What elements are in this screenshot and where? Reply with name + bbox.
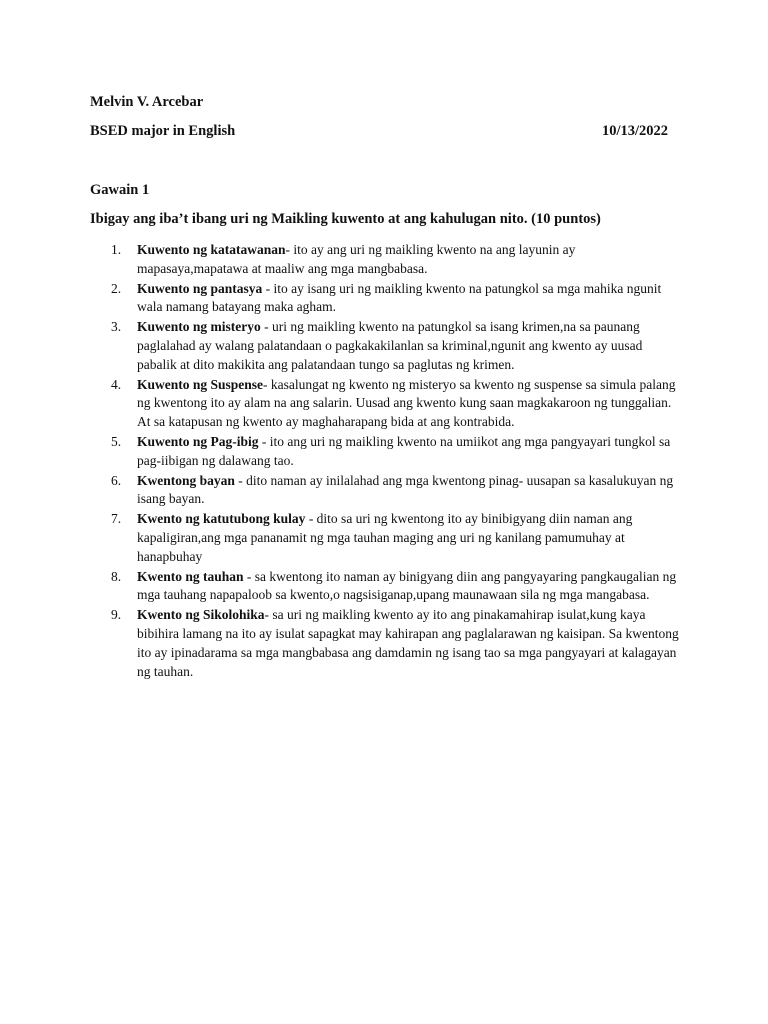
- course-label: BSED major in English: [90, 123, 236, 139]
- item-number: 2.: [111, 280, 122, 296]
- date-label: 10/13/2022: [601, 123, 668, 139]
- list-item: [90, 606, 680, 681]
- item-term: Kwento ng Sikolohika: [137, 607, 265, 623]
- list-item: [90, 472, 680, 510]
- item-number: 8.: [111, 568, 122, 584]
- item-definition: - dito sa uri ng kwentong ito ay binibigyang diin naman ang kapaligiran,ang mga pananamit ng mga tauhan maging ang uri ng kanilang pamumuhay at hanapbuhay: [137, 511, 633, 564]
- item-definition: - ito ay isang uri ng maikling kwento na patungkol sa mga mahika ngunit wala namang batayang maka agham.: [137, 280, 662, 315]
- item-definition: - uri ng maikling kwento na patungkol sa isang krimen,na sa paunang paglalahad ay walang palatandaan o pagkakakilanlan sa kriminal,ngunit ang kwento ay uusad pabalik at dito makikita ang palatandaan tungo sa paglutas ng krimen.: [137, 319, 643, 372]
- item-term: Kuwento ng Pag-ibig: [137, 433, 259, 449]
- list-item: [90, 433, 680, 471]
- item-definition: - ito ay ang uri ng maikling kwento na ang layunin ay mapasaya,mapatawa at maaliw ang mga mangbabasa.: [137, 242, 576, 276]
- item-term: Kuwento ng pantasya: [137, 280, 263, 296]
- item-definition: - dito naman ay inilalahad ang mga kwentong pinag- uusapan sa kasalukuyan ng isang bayan.: [137, 472, 674, 507]
- item-number: 7.: [111, 511, 122, 527]
- item-definition: - sa uri ng maikling kwento ay ito ang pinakamahirap isulat,kung kaya bibihira lamang na ito ay isulat sapagkat may kahirapan ang paglalarawan ng kaisipan. Sa kwentong ito ay ipinadarama sa mga mangbabasa ang damdamin ng isang tao sa mga pangyayari at kalagayan ng tauhan.: [137, 607, 679, 679]
- item-number: 5.: [111, 433, 122, 449]
- story-types-list: [90, 241, 680, 682]
- item-term: Kuwento ng Suspense: [137, 376, 264, 392]
- list-item: [90, 280, 680, 318]
- item-term: Kwento ng tauhan: [137, 568, 244, 584]
- activity-title: Gawain 1: [90, 182, 150, 198]
- item-definition: - sa kwentong ito naman ay binigyang diin ang pangyayaring pangkaugalian ng mga tauhang napapaloob sa kwento,o nagsisiganap,upang maunawaan sila ng mga mangabasa.: [137, 568, 677, 603]
- activity-instruction: Ibigay ang iba’t ibang uri ng Maikling kuwento at ang kahulugan nito. (10 puntos): [90, 211, 601, 227]
- item-term: Kwento ng katutubong kulay: [137, 511, 306, 527]
- item-definition: - kasalungat ng kwento ng misteryo sa kwento ng suspense sa simula palang ng kwentong ito ay alam na ang salarin. Uusad ang kwento kung saan magkakaroon ng tunggalian. At sa katapusan ng kwento ay maghaharapang bida at ang kontrabida.: [137, 376, 676, 430]
- item-term: Kwentong bayan: [137, 472, 235, 488]
- list-item: [90, 241, 680, 279]
- item-number: 3.: [111, 319, 122, 335]
- author-name: Melvin V. Arcebar: [90, 94, 204, 110]
- item-term: Kuwento ng katatawanan: [137, 242, 286, 257]
- item-number: 9.: [111, 607, 122, 623]
- list-item: [90, 510, 680, 566]
- item-number: 1.: [111, 242, 122, 257]
- item-number: 4.: [111, 376, 122, 392]
- list-item: [90, 318, 680, 374]
- list-item: [90, 376, 680, 432]
- item-definition: - ito ang uri ng maikling kwento na umiikot ang mga pangyayari tungkol sa pag-iibigan ng dalawang tao.: [137, 433, 671, 468]
- item-number: 6.: [111, 472, 122, 488]
- item-term: Kuwento ng misteryo: [137, 319, 261, 335]
- list-item: [90, 568, 680, 606]
